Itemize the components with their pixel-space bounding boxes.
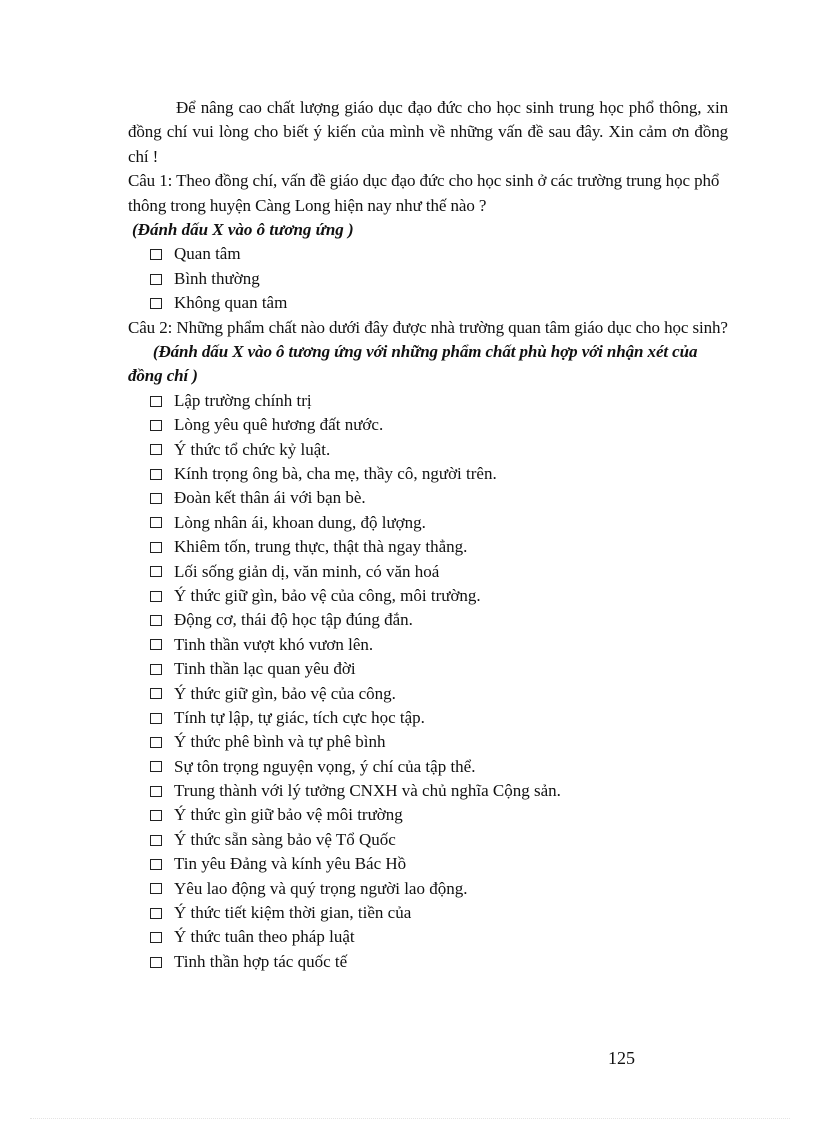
question-2-option[interactable] (150, 438, 728, 462)
option-label: Ý thức phê bình và tự phê bình (174, 732, 386, 752)
question-2-option[interactable] (150, 901, 728, 925)
checkbox-icon[interactable] (150, 737, 162, 748)
question-2-option[interactable] (150, 486, 728, 510)
question-2-option[interactable] (150, 730, 728, 754)
option-label: Động cơ, thái độ học tập đúng đắn. (174, 610, 413, 630)
option-label: Tin yêu Đảng và kính yêu Bác Hồ (174, 854, 407, 874)
option-label: Không quan tâm (174, 293, 288, 313)
question-1-option[interactable] (150, 291, 728, 315)
checkbox-icon[interactable] (150, 664, 162, 675)
checkbox-icon[interactable] (150, 469, 162, 480)
survey-content (128, 96, 728, 974)
checkbox-icon[interactable] (150, 444, 162, 455)
checkbox-icon[interactable] (150, 786, 162, 797)
question-1-text: Câu 1: Theo đồng chí, vấn đề giáo dục đạo đức cho học sinh ở các trường trung học phổ thông trong huyện Càng Long hiện nay như thế nào ? (128, 171, 720, 215)
option-label: Quan tâm (174, 244, 241, 264)
checkbox-icon[interactable] (150, 713, 162, 724)
checkbox-icon[interactable] (150, 639, 162, 650)
option-label: Tinh thần vượt khó vươn lên. (174, 634, 374, 654)
option-label: Ý thức tuân theo pháp luật (174, 927, 355, 947)
question-2-option[interactable] (150, 511, 728, 535)
option-label: Lối sống giản dị, văn minh, có văn hoá (174, 561, 440, 581)
option-label: Ý thức tiết kiệm thời gian, tiền của (174, 903, 412, 923)
checkbox-icon[interactable] (150, 493, 162, 504)
question-2-option[interactable] (150, 413, 728, 437)
option-label: Ý thức tổ chức kỷ luật. (174, 439, 331, 459)
question-2-option[interactable] (150, 803, 728, 827)
checkbox-icon[interactable] (150, 883, 162, 894)
question-2-prompt: Câu 2: Những phẩm chất nào dưới đây được nhà trường quan tâm giáo dục cho học sinh? (128, 317, 728, 337)
question-1-instruction: (Đánh dấu X vào ô tương ứng ) (132, 220, 354, 240)
option-label: Tính tự lập, tự giác, tích cực học tập. (174, 707, 425, 727)
checkbox-icon[interactable] (150, 591, 162, 602)
checkbox-icon[interactable] (150, 615, 162, 626)
question-2-option[interactable] (150, 755, 728, 779)
option-label: Tinh thần hợp tác quốc tế (174, 951, 348, 971)
option-label: Đoàn kết thân ái với bạn bè. (174, 488, 366, 508)
question-2-option[interactable] (150, 925, 728, 949)
checkbox-icon[interactable] (150, 810, 162, 821)
option-label: Lập trường chính trị (174, 390, 312, 410)
question-2-option[interactable] (150, 633, 728, 657)
option-label: Ý thức giữ gìn, bảo vệ của công. (174, 683, 396, 703)
checkbox-icon[interactable] (150, 761, 162, 772)
question-2-option[interactable] (150, 657, 728, 681)
option-label: Ý thức gìn giữ bảo vệ môi trường (174, 805, 403, 825)
question-2-option[interactable] (150, 682, 728, 706)
question-2-option[interactable] (150, 779, 728, 803)
question-2-option[interactable] (150, 828, 728, 852)
question-2-option[interactable] (150, 706, 728, 730)
question-2-options (128, 389, 728, 974)
checkbox-icon[interactable] (150, 517, 162, 528)
checkbox-icon[interactable] (150, 932, 162, 943)
checkbox-icon[interactable] (150, 542, 162, 553)
question-2-option[interactable] (150, 608, 728, 632)
question-2-option[interactable] (150, 462, 728, 486)
option-label: Kính trọng ông bà, cha mẹ, thầy cô, người trên. (174, 464, 497, 483)
option-label: Khiêm tốn, trung thực, thật thà ngay thẳng. (174, 537, 468, 557)
option-label: Bình thường (174, 268, 260, 288)
checkbox-icon[interactable] (150, 249, 162, 260)
option-label: Yêu lao động và quý trọng người lao động. (174, 878, 468, 898)
option-label: Lòng nhân ái, khoan dung, độ lượng. (174, 512, 426, 532)
checkbox-icon[interactable] (150, 908, 162, 919)
question-2-option[interactable] (150, 535, 728, 559)
checkbox-icon[interactable] (150, 420, 162, 431)
question-2-text (128, 316, 728, 389)
question-2-instruction: (Đánh dấu X vào ô tương ứng với những phẩm chất phù hợp với nhận xét của đồng chí ) (128, 342, 698, 386)
footer-divider (30, 1118, 790, 1119)
checkbox-icon[interactable] (150, 688, 162, 699)
option-label: Tinh thần lạc quan yêu đời (174, 659, 356, 679)
question-2-option[interactable] (150, 950, 728, 974)
question-2-option[interactable] (150, 584, 728, 608)
option-label: Trung thành với lý tưởng CNXH và chủ nghĩa Cộng sản. (174, 781, 561, 801)
question-2-option[interactable] (150, 560, 728, 584)
question-2-option[interactable] (150, 877, 728, 901)
checkbox-icon[interactable] (150, 566, 162, 577)
checkbox-icon[interactable] (150, 298, 162, 309)
option-label: Ý thức sẵn sàng bảo vệ Tổ Quốc (174, 829, 396, 849)
option-label: Lòng yêu quê hương đất nước. (174, 415, 384, 435)
checkbox-icon[interactable] (150, 274, 162, 285)
question-2-option[interactable] (150, 389, 728, 413)
intro-paragraph: Để nâng cao chất lượng giáo dục đạo đức cho học sinh trung học phổ thông, xin đồng chí vui lòng cho biết ý kiến của mình về những vấn đề sau đây. Xin cảm ơn đồng chí ! (128, 98, 728, 166)
checkbox-icon[interactable] (150, 396, 162, 407)
question-1-option[interactable] (150, 242, 728, 266)
option-label: Sự tôn trọng nguyện vọng, ý chí của tập thể. (174, 756, 476, 776)
checkbox-icon[interactable] (150, 957, 162, 968)
question-1-option[interactable] (150, 267, 728, 291)
checkbox-icon[interactable] (150, 835, 162, 846)
checkbox-icon[interactable] (150, 859, 162, 870)
question-1-options (128, 242, 728, 315)
option-label: Ý thức giữ gìn, bảo vệ của công, môi trường. (174, 585, 481, 605)
page-number: 125 (608, 1048, 635, 1068)
question-2-option[interactable] (150, 852, 728, 876)
